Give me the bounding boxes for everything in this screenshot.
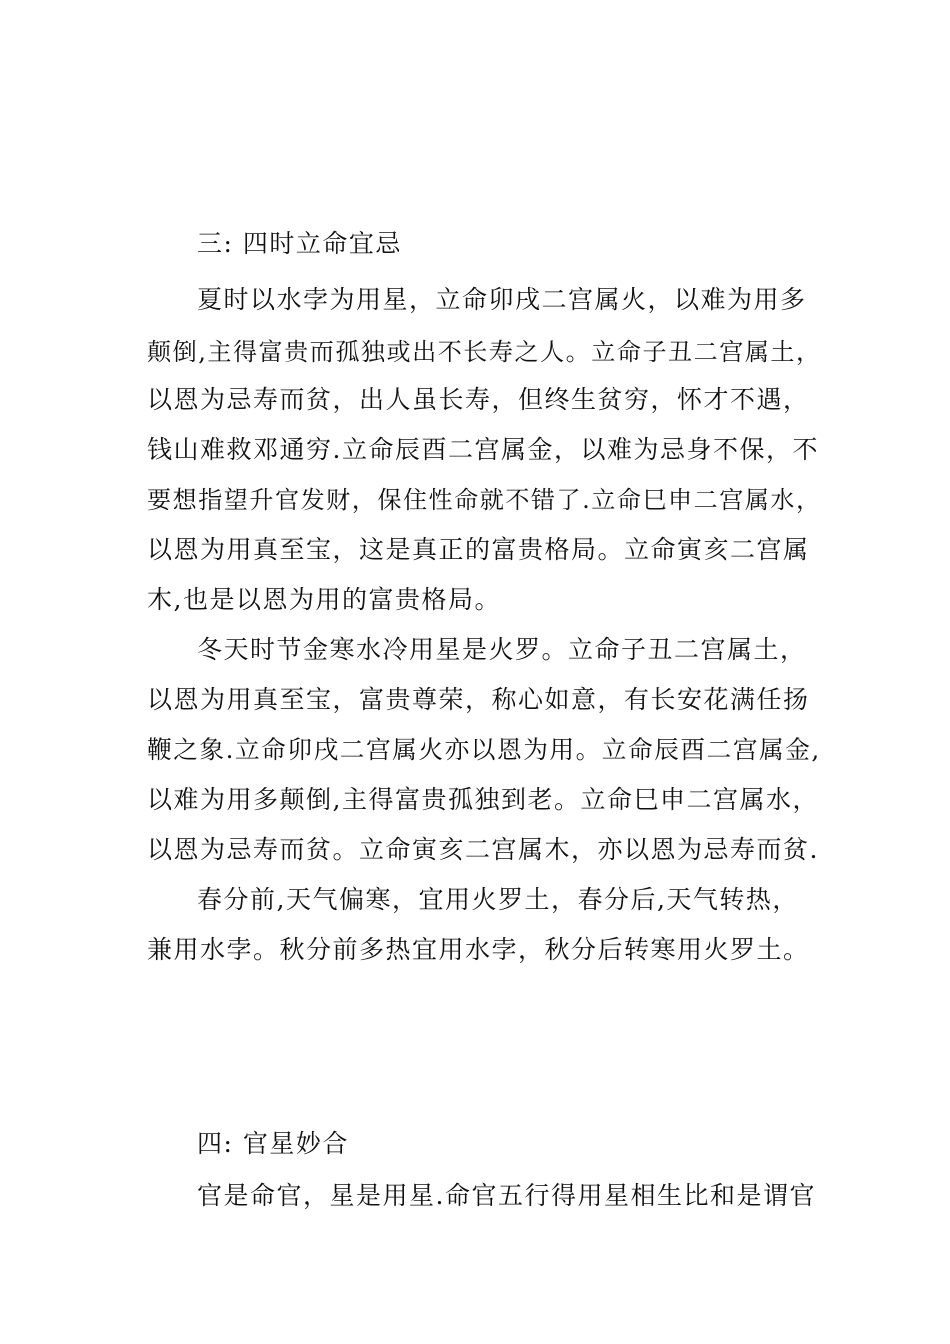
paragraph-line: 兼用水孛。秋分前多热宜用水孛，秋分后转寒用火罗土。	[147, 935, 810, 964]
paragraph-line: 官是命官，星是用星.命官五行得用星相生比和是谓官	[197, 1181, 816, 1210]
section-heading: 四: 官星妙合	[197, 1129, 349, 1158]
paragraph-line: 以恩为用真至宝，富贵尊荣，称心如意，有长安花满任扬	[147, 685, 810, 714]
paragraph-line: 以难为用多颠倒,主得富贵孤独到老。立命巳申二宫属水，	[147, 785, 819, 814]
paragraph-line: 春分前,天气偏寒，宜用火罗土，春分后,天气转热，	[197, 885, 799, 914]
paragraph-line: 以恩为忌寿而贫。立命寅亥二宫属木，亦以恩为忌寿而贫.	[147, 835, 819, 864]
paragraph-line: 钱山难救邓通穷.立命辰酉二宫属金，以难为忌身不保，不	[147, 435, 819, 464]
paragraph-line: 鞭之象.立命卯戌二宫属火亦以恩为用。立命辰酉二宫属金,	[147, 735, 821, 764]
paragraph-line: 冬天时节金寒水冷用星是火罗。立命子丑二宫属土，	[197, 635, 807, 664]
section-heading: 三: 四时立命宜忌	[197, 229, 402, 258]
paragraph-line: 夏时以水孛为用星，立命卯戌二宫属火，以难为用多	[197, 285, 807, 314]
paragraph-line: 颠倒,主得富贵而孤独或出不长寿之人。立命子丑二宫属土，	[147, 338, 822, 366]
paragraph-line: 要想指望升官发财，保住性命就不错了.立命巳申二宫属水，	[147, 486, 822, 514]
paragraph-line: 以恩为忌寿而贫，出人虽长寿，但终生贫穷，怀才不遇，	[147, 385, 810, 414]
paragraph-line: 木,也是以恩为用的富贵格局。	[147, 585, 501, 614]
paragraph-line: 以恩为用真至宝，这是真正的富贵格局。立命寅亥二宫属	[147, 535, 810, 564]
